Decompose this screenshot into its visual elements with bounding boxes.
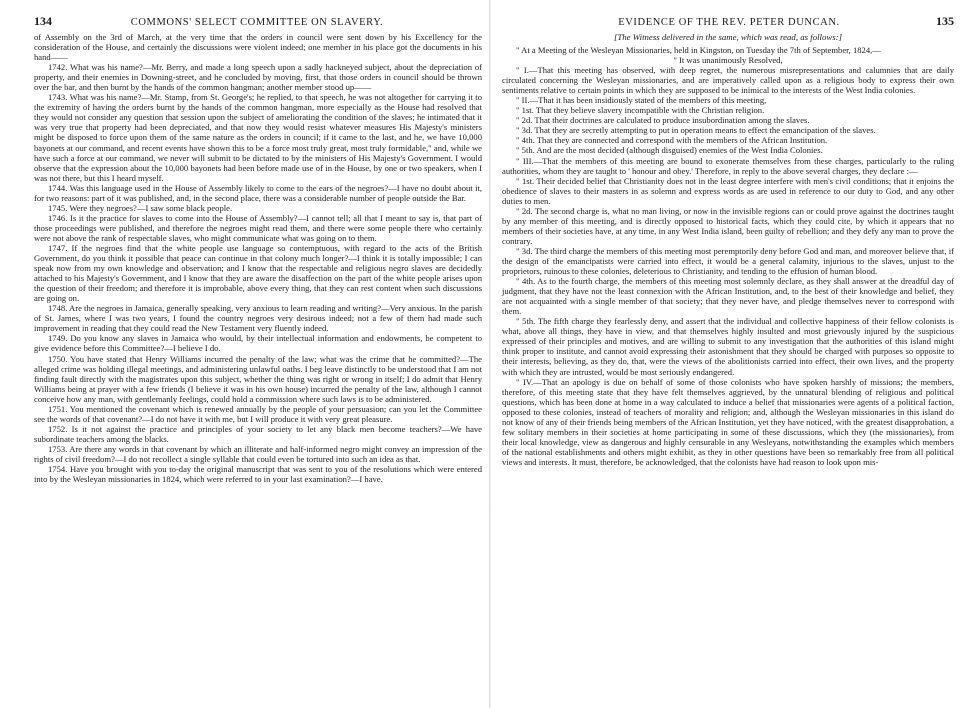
paragraph: 1745. Were they negroes?—I saw some black people.: [48, 202, 233, 213]
paragraph: 1751. You mentioned the covenant which is renewed annually by the people of your persuasion; can you let the Committee see the words of that covenant?—I do not have it with me, but I will produce it with very great pleasure.: [34, 403, 482, 424]
paragraph: " IV.—That an apology is due on behalf of some of those colonists who have spoken harshly of missions; the members, therefore, of this meeting state that they have felt themselves aggrieved, by the unnatural blending of religious and political questions, which has been done at home in a way calculated to induce a belief that missionaries were agents of a political faction, opposed to these colonies, instead of teachers of morality and religion; and, although the Wesleyan missionaries in this island do not know of any of their friends being members of the African Institution, yet they have noticed, with the greatest disapprobation, a few solitary members in their societies at home participating in some of these discussions, which they (the missionaries), from their local knowledge, view as dangerous and highly censurable in any Wesleyans, notwithstanding the examples which members of the national establishments and others might exhibit, as they in other questions have been so remarkably free from all political views and interests. It must, therefore, be acknowledged, that the colonists have had reason to look upon mis-: [502, 376, 954, 467]
left-running-head: [34, 14, 482, 29]
right-page-number: 135: [936, 14, 954, 28]
paragraph: 1753. Are there any words in that covenant by which an illiterate and half-informed negro might convey an impression of the rights of civil freedom?—I do not recollect a single syllable that could even be tortured into such an idea as that.: [34, 443, 482, 464]
paragraph: " I.—That this meeting has observed, with deep regret, the numerous misrepresentations and calumnies that are daily circulated concerning the Wesleyan missionaries, and are imperatively called upon as a religious body to express their own sentiments relative to certain points in which they are supposed to be inimical to the interests of the West India colonies.: [502, 65, 954, 96]
paragraph: " 5th. And are the most decided (although disguised) enemies of the West India Colonies.: [516, 145, 823, 156]
right-page: [490, 0, 980, 708]
paragraph: " 5th. The fifth charge they fearlessly deny, and assert that the individual and collective happiness of their fellow colonists is what, above all things, they have in view, and that themselves highly insulted and most grievously injured by the suspicious expressed of their principles and motives, and are willing to submit to any investigation that the authorities of this island might think proper to institute, and cannot avoid expressing their astonishment that they should be charged with purposes so opposite to their interests, believing, as they do, that, were the views of the abolitionists carried into effect, their own lives, and the property with which they are intrusted, would be most seriously endangered.: [502, 316, 954, 377]
paragraph: " III.—That the members of this meeting are bound to exonerate themselves from these charges, particularly to the ruling authorities, whom they are taught to ' honour and obey.' Therefore, in reply to the above several charges, they declare :—: [502, 155, 954, 176]
right-body-text: [502, 45, 954, 467]
right-running-title: EVIDENCE OF THE REV. PETER DUNCAN.: [618, 17, 840, 28]
left-running-title: COMMONS' SELECT COMMITTEE ON SLAVERY.: [130, 17, 384, 28]
paragraph: 1742. What was his name?—Mr. Berry, and made a long speech upon a sadly hackneyed subject, about the depreciation of property, and their enemies in Downing-street, and he concluded by moving, first, that those orders in council should be thrown over the bar, and then burnt by the hands of the common hangman; another member stood up——: [34, 62, 482, 93]
right-running-head: [502, 14, 954, 29]
paragraph: 1750. You have stated that Henry Williams incurred the penalty of the law; what was the crime that he committed?—The alleged crime was holding illegal meetings, and administering unlawful oaths. I beg leave distinctly to be understood that I am not finding fault directly with the magistrates upon this subject, whether the thing was right or wrong in itself; I do admit that Henry Williams being at prayer with a few friends (I believe it was in his own house) incurred the penalty of the law, although I cannot conceive how any man, with gentlemanly feelings, could hold a commission where such laws is to be administered.: [34, 353, 482, 404]
paragraph: " 1st. That they believe slavery incompatible with the Christian religion.: [516, 105, 765, 116]
left-body-text: [34, 32, 482, 484]
paragraph: 1747. If the negroes find that the white people use language so contemptuous, with regard to the acts of the British Government, do you think it possible that peace can continue in that colony much longer?—I think it is totally impossible; I can speak now from my own knowledge and observation; and I know that the respectable and religious negro slaves are decidedly attached to his Majesty's Government, and I know that they are aware the disaffection on the part of the white people arises upon the question of their freedom; and therefore it is improbable, above every thing, that they can rest content when such discussions are going on.: [34, 242, 482, 304]
paragraph: " 2d. That their doctrines are calculated to produce insubordination among the slaves.: [516, 115, 810, 126]
paragraph: 1744. Was this language used in the House of Assembly likely to come to the ears of the negroes?—I have no doubt about it, for two reasons: part of it was published, and, in the second place, there was a considerable number of people outside the Bar.: [34, 182, 482, 203]
paragraph: " 4th. As to the fourth charge, the members of this meeting most solemnly declare, as they shall answer at the dreadful day of judgment, that they have not the least connexion with the African Institution, and, to the best of their knowledge and belief, they are not acquainted with a single member of that society; that they never have, and pledge themselves never to correspond with them.: [502, 276, 954, 317]
paragraph: " II.—That it has been insidiously stated of the members of this meeting,: [516, 95, 767, 106]
paragraph: 1754. Have you brought with you to-day the original manuscript that was sent to you of the resolutions which were entered into by the Wesleyan missionaries in 1824, which were referred to in your last examination?—I have.: [34, 464, 482, 485]
meeting-intro: " At a Meeting of the Wesleyan Missionaries, held in Kingston, on Tuesday the 7th of September, 1824,—: [516, 45, 881, 55]
paragraph: 1748. Are the negroes in Jamaica, generally speaking, very anxious to learn reading and writing?—Very anxious. In the parish of St. James, where I was two years, I found the country negroes very desirous indeed; not a few of them had made such improvement in reading that they could read the New Testament very fluently indeed.: [34, 303, 482, 334]
paragraph: " 2d. The second charge is, what no man living, or now in the invisible regions can or could prove against the doctrines taught by any member of this meeting, and is directly opposed to historical facts, which they could cite, by which it appears that no members of their societies have, at any time, in any West India island, been guilty of rebellion; and they defy any man to prove the contrary.: [502, 205, 954, 246]
paragraph: 1743. What was his name?—Mr. Stamp, from St. George's; he replied, to that speech, he was not altogether for carrying it to the extremity of having the orders burnt by the hands of the common hangman, more especially as the House had resolved that they would not consider any question that session upon the subject of ameliorating the condition of the slaves; he intimated that it was very true that property had been depreciated, and that now they would resist whatever measures His Majesty's ministers might be disposed to force upon them of the same nature as the orders in council; if it came to the last, and he, we have 10,000 bayonets at our command, and recent events have shown this to be a force most truly great, most truly formidable," and, while we have such a force at our command, we never will submit to be dictated to by the ministers of His Majesty's Government. I would observe that the expression about the 10,000 bayonets had been before made use of in the House, by one or two speakers, when I was not there, but this I heard myself.: [34, 92, 482, 183]
paragraph: 1752. Is it not against the practice and principles of your society to let any black men become teachers?—We have subordinate teachers among the blacks.: [34, 423, 482, 444]
resolved-line: " It was unanimously Resolved,: [673, 55, 783, 66]
paragraph: 1749. Do you know any slaves in Jamaica who would, by their intellectual information and endowments, be competent to give evidence before this Committee?—I believe I do.: [34, 333, 482, 354]
left-page-number: 134: [34, 14, 52, 28]
paragraph: " 3d. That they are secretly attempting to put in operation means to effect the emancipation of the slaves.: [516, 125, 876, 136]
paragraph: of Assembly on the 3rd of March, at the very time that the orders in council were sent down by his Excellency for the consideration of the House, and certainly the discussions were violent indeed; one member in his place got the documents in his hand——: [34, 32, 482, 63]
paragraph: 1746. Is it the practice for slaves to come into the House of Assembly?—I cannot tell; all that I meant to say is, that part of those proceedings were published, and therefore the negroes might read them, and there were some people there who certainly were not above the rank of respectable slaves, who might communicate what was going on to them.: [34, 212, 482, 243]
paragraph: " 1st. Their decided belief that Christianity does not in the least degree interfere with men's civil conditions; that it enjoins the obedience of slaves to their masters in as solemn and express words as are used in reference to our duty to God, and any other duties to men.: [502, 175, 954, 206]
witness-note: [The Witness delivered in the same, which was read, as follows:]: [613, 32, 843, 42]
paragraph: " 4th. That they are connected and correspond with the members of the African Institution.: [516, 135, 828, 146]
paragraph: " 3d. The third charge the members of this meeting most peremptorily deny before God and man, and moreover believe that, if the design of the emancipatists were carried into effect, it would be a general calamity, injurious to the slaves, unjust to the proprietors, ruinous to these colonies, deleterious to Christianity, and tending to the effusion of human blood.: [502, 245, 954, 277]
